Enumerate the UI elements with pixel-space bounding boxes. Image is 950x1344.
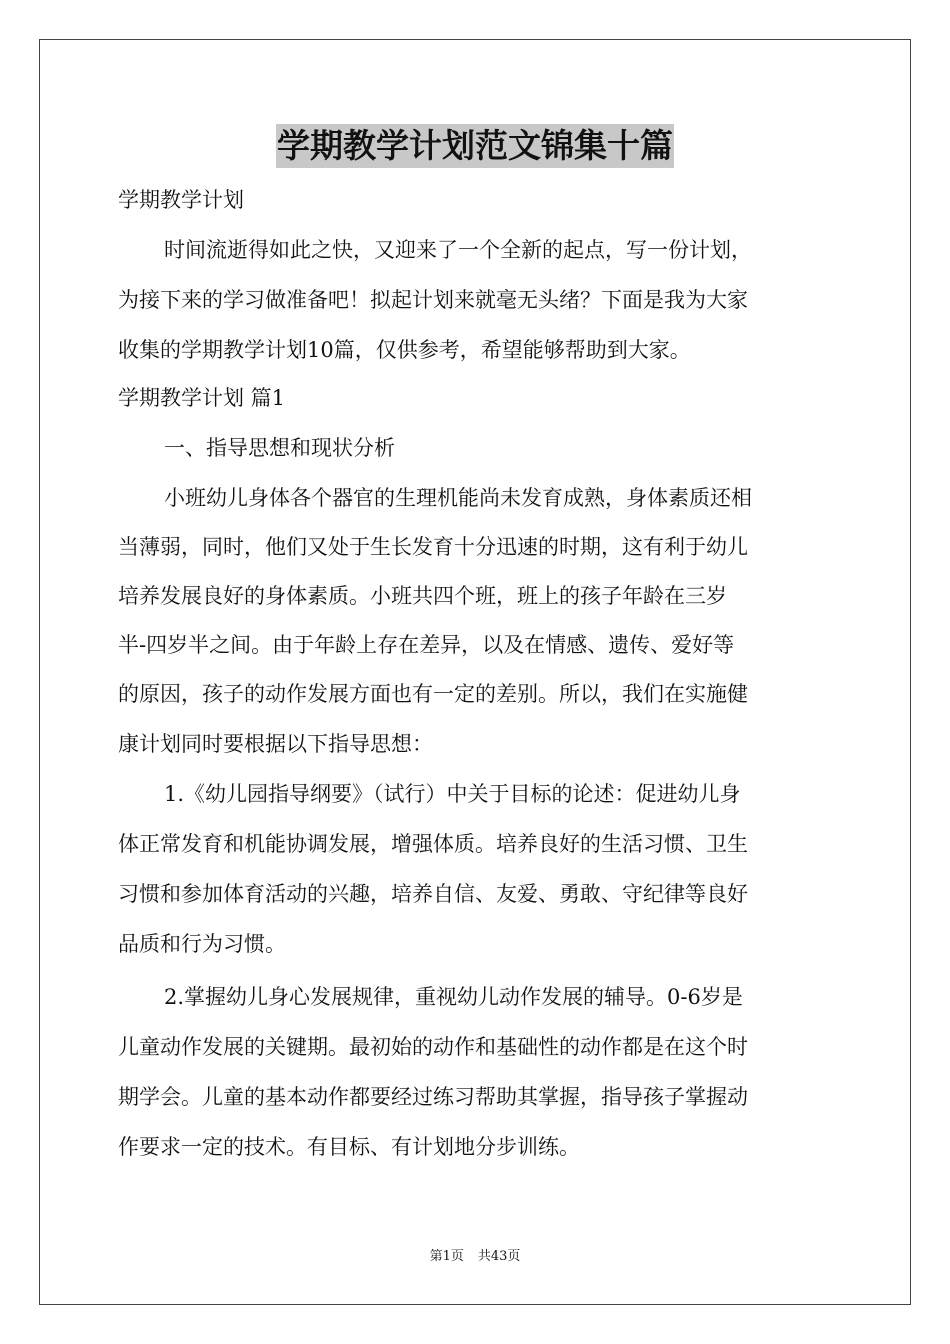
paragraph-line: 培养发展良好的身体素质。小班共四个班，班上的孩子年龄在三岁 xyxy=(118,584,727,608)
paragraph-line: 时间流逝得如此之快，又迎来了一个全新的起点，写一份计划， xyxy=(164,238,752,262)
paragraph-line: 1.《幼儿园指导纲要》（试行）中关于目标的论述：促进幼儿身 xyxy=(164,782,741,806)
chapter-heading: 学期教学计划 篇1 xyxy=(118,386,286,410)
paragraph-line: 的原因，孩子的动作发展方面也有一定的差别。所以，我们在实施健 xyxy=(118,682,748,706)
paragraph-line: 习惯和参加体育活动的兴趣，培养自信、友爱、勇敢、守纪律等良好 xyxy=(118,882,748,906)
paragraph-line: 为接下来的学习做准备吧！拟起计划来就毫无头绪？下面是我为大家 xyxy=(118,288,748,312)
paragraph-line: 2.掌握幼儿身心发展规律，重视幼儿动作发展的辅导。0-6岁是 xyxy=(164,985,743,1009)
paragraph-line: 儿童动作发展的关键期。最初始的动作和基础性的动作都是在这个时 xyxy=(118,1035,748,1059)
paragraph-line: 半-四岁半之间。由于年龄上存在差异，以及在情感、遗传、爱好等 xyxy=(118,633,735,657)
document-title: 学期教学计划范文锦集十篇 xyxy=(276,124,674,168)
paragraph-line: 品质和行为习惯。 xyxy=(118,932,286,956)
paragraph-line: 期学会。儿童的基本动作都要经过练习帮助其掌握，指导孩子掌握动 xyxy=(118,1085,748,1109)
paragraph-line: 收集的学期教学计划10篇，仅供参考，希望能够帮助到大家。 xyxy=(118,338,691,362)
page-number: 第1页 xyxy=(429,1249,464,1264)
section-heading: 学期教学计划 xyxy=(118,188,244,212)
paragraph-line: 康计划同时要根据以下指导思想： xyxy=(118,732,433,756)
subsection-heading: 一、指导思想和现状分析 xyxy=(164,436,395,460)
page-footer xyxy=(0,1248,950,1266)
total-pages: 共43页 xyxy=(477,1249,521,1264)
paragraph-line: 小班幼儿身体各个器官的生理机能尚未发育成熟，身体素质还相 xyxy=(164,486,752,510)
paragraph-line: 体正常发育和机能协调发展，增强体质。培养良好的生活习惯、卫生 xyxy=(118,832,748,856)
paragraph-line: 当薄弱，同时，他们又处于生长发育十分迅速的时期，这有利于幼儿 xyxy=(118,535,748,559)
title-container xyxy=(0,124,950,168)
page-border xyxy=(39,39,911,1305)
paragraph-line: 作要求一定的技术。有目标、有计划地分步训练。 xyxy=(118,1135,580,1159)
